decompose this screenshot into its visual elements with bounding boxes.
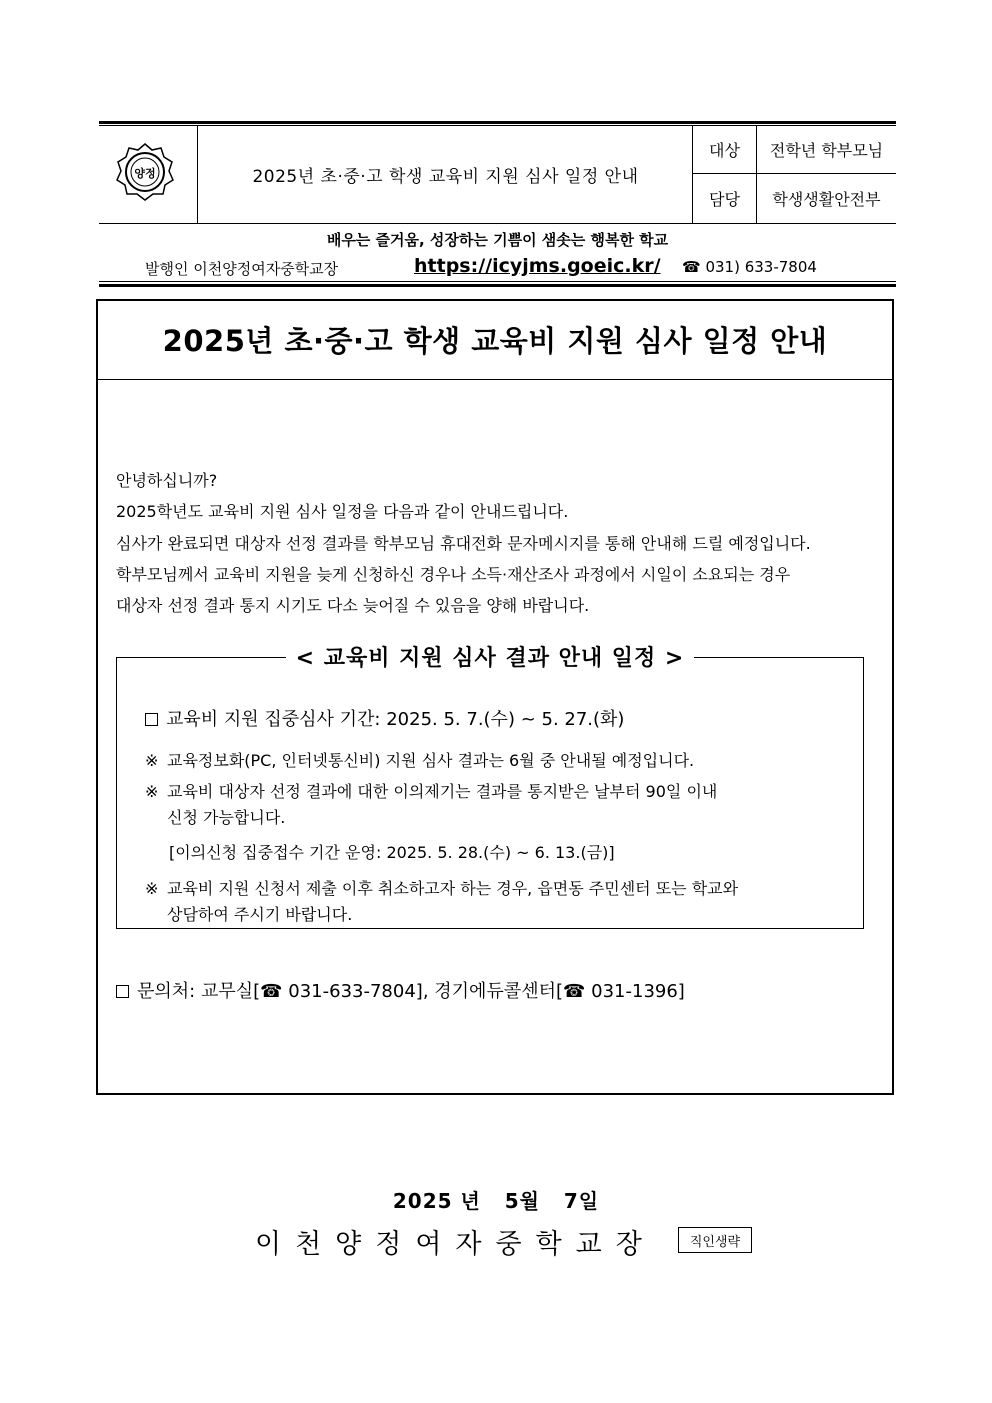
- schedule-period: [145, 705, 624, 731]
- owner-value: 학생생활안전부: [772, 190, 881, 209]
- schedule-note: [145, 876, 738, 899]
- school-phone: ☎ 031) 633-7804: [682, 258, 817, 276]
- contact-text: 문의처: 교무실[☎ 031-633-7804], 경기에듀콜센터[☎ 031-1396]: [137, 981, 685, 1002]
- body-line: 대상자 선정 결과 통지 시기도 다소 늦어질 수 있음을 양해 바랍니다.: [116, 596, 590, 615]
- school-motto: 배우는 즐거움, 성장하는 기쁨이 샘솟는 행복한 학교: [326, 231, 669, 249]
- reference-mark-icon: ※: [145, 782, 159, 801]
- greeting: 안녕하십니까?: [116, 471, 218, 490]
- schedule-box: [116, 646, 864, 929]
- notice-title: 2025년 초·중·고 학생 교육비 지원 심사 일정 안내: [162, 324, 828, 358]
- issue-date: 2025 년 5월 7일: [392, 1189, 600, 1213]
- note-text: 교육비 지원 신청서 제출 이후 취소하고자 하는 경우, 읍면동 주민센터 또는 학교와: [167, 879, 739, 898]
- target-label: 대상: [709, 140, 740, 160]
- owner-label: 담당: [709, 190, 740, 209]
- header-top-rule-thick: [99, 121, 896, 124]
- checkbox-square-icon: [116, 985, 129, 998]
- schedule-title: [117, 641, 863, 672]
- logo-text: 양정: [134, 167, 156, 180]
- header-mid-rule: [99, 223, 896, 224]
- target-value: 전학년 학부모님: [769, 140, 884, 160]
- title-divider: [98, 379, 892, 380]
- seal-omitted-stamp: 직인생략: [678, 1227, 752, 1253]
- signer-name: 이천양정여자중학교장: [255, 1229, 656, 1260]
- school-url-link[interactable]: https://icyjms.goeic.kr/: [414, 255, 661, 277]
- note-text-continuation: 상담하여 주시기 바랍니다.: [167, 905, 353, 924]
- schedule-note: [145, 779, 717, 802]
- publisher: 발행인 이천양정여자중학교장: [145, 260, 339, 278]
- header-bottom-rule-thin: [99, 281, 896, 282]
- body-line: 2025학년도 교육비 지원 심사 일정을 다음과 같이 안내드립니다.: [116, 502, 569, 521]
- checkbox-square-icon: [145, 713, 158, 726]
- newsletter-header: [99, 125, 896, 223]
- contact-info: [116, 977, 685, 1003]
- schedule-title-text: < 교육비 지원 심사 결과 안내 일정 >: [286, 646, 695, 671]
- body-line: 심사가 완료되면 대상자 선정 결과를 학부모님 휴대전화 문자메시지를 통해 안내해 드릴 예정입니다.: [116, 534, 811, 553]
- body-line: 학부모님께서 교육비 지원을 늦게 신청하신 경우나 소득·재산조사 과정에서 시일이 소요되는 경우: [116, 565, 791, 584]
- reference-mark-icon: ※: [145, 751, 159, 770]
- note-text: 교육정보화(PC, 인터넷통신비) 지원 심사 결과는 6월 중 안내될 예정입니다.: [167, 751, 695, 770]
- school-logo: [115, 142, 175, 202]
- note-text: 교육비 대상자 선정 결과에 대한 이의제기는 결과를 통지받은 날부터 90일 이내: [167, 782, 718, 801]
- reference-mark-icon: ※: [145, 879, 159, 898]
- objection-period: [이의신청 집중접수 기간 운영: 2025. 5. 28.(수) ~ 6. 13.(금)]: [169, 843, 615, 862]
- header-title: 2025년 초·중·고 학생 교육비 지원 심사 일정 안내: [252, 166, 639, 187]
- note-text-continuation: 신청 가능합니다.: [167, 808, 286, 827]
- schedule-note: [145, 748, 694, 771]
- schedule-period-text: 교육비 지원 집중심사 기간: 2025. 5. 7.(수) ~ 5. 27.(화): [166, 709, 625, 730]
- header-bottom-rule-thick: [99, 284, 896, 287]
